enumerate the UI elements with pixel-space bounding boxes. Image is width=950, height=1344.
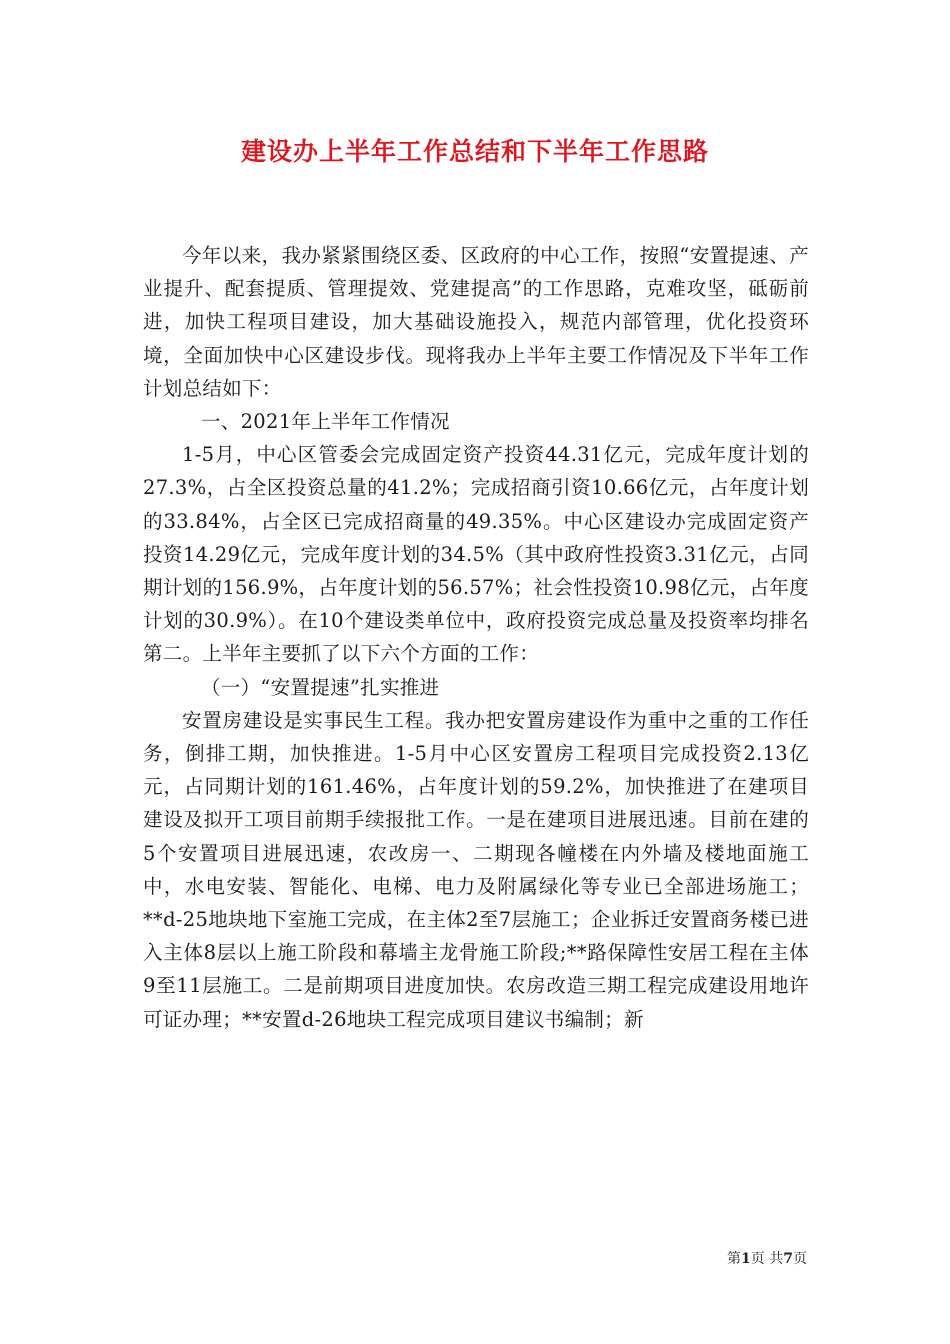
total-pages-number: 7 (783, 1251, 793, 1267)
resettlement-paragraph: 安置房建设是实事民生工程。我办把安置房建设作为重中之重的工作任务，倒排工期，加快推进。1-5月中心区安置房工程项目完成投资2.13亿元，占同期计划的161.46%，占年度计划的59.2%，加快推进了在建项目建设及拟开工项目前期手续报批工作。一是在建项目进展迅速。目前在建的5个安置项目进展迅速，农改房一、二期现各幢楼在内外墙及楼地面施工中，水电安装、智能化、电梯、电力及附属绿化等专业已全部进场施工；**d-25地块地下室施工完成，在主体2至7层施工；企业拆迁安置商务楼已进入主体8层以上施工阶段和幕墙主龙骨施工阶段;**路保障性安居工程在主体9至11层施工。二是前期项目进度加快。农房改造三期工程完成建设用地许可证办理；**安置d-26地块工程完成项目建议书编制；新 (143, 708, 809, 1031)
intro-paragraph: 今年以来，我办紧紧围绕区委、区政府的中心工作，按照“安置提速、产业提升、配套提质、管理提效、党建提高”的工作思路，克难攻坚，砥砺前进，加快工程项目建设，加大基础设施投入，规范内部管理，优化投资环境，全面加快中心区建设步伐。现将我办上半年主要工作情况及下半年工作计划总结如下： (143, 244, 809, 400)
section-heading-1: 一、2021年上半年工作情况 (201, 410, 450, 434)
page-counter-suffix: 页 (793, 1251, 807, 1267)
investment-paragraph: 1-5月，中心区管委会完成固定资产投资44.31亿元，完成年度计划的27.3%，占全区投资总量的41.2%；完成招商引资10.66亿元，占年度计划的33.84%，占全区已完成招商量的49.35%。中心区建设办完成固定资产投资14.29亿元，完成年度计划的34.5%（其中政府性投资3.31亿元，占同期计划的156.9%，占年度计划的56.57%；社会性投资10.98亿元，占年度计划的30.9%）。在10个建设类单位中，政府投资完成总量及投资率均排名第二。上半年主要抓了以下六个方面的工作： (143, 443, 809, 666)
subsection-heading-1: （一）“安置提速”扎实推进 (201, 675, 440, 699)
current-page-number: 1 (741, 1251, 751, 1267)
page-counter (727, 1248, 807, 1268)
page-counter-prefix: 第 (727, 1251, 742, 1267)
document-title: 建设办上半年工作总结和下半年工作思路 (240, 137, 709, 166)
document-body (143, 239, 809, 1036)
page-counter-middle: 页 共 (750, 1251, 784, 1267)
